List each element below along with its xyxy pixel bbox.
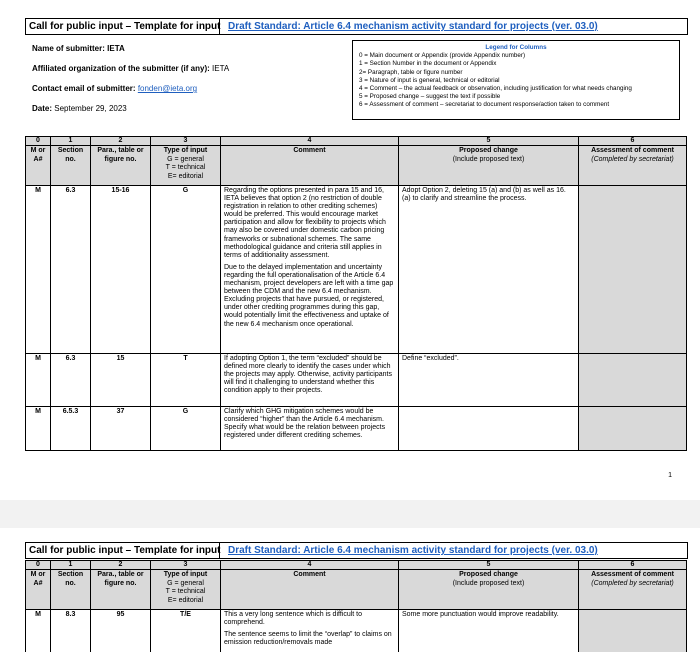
column-header-row — [26, 146, 687, 186]
table-row: M 6.3 15-16 G Regarding the options presented in para 15 and 16, IETA believes that option 2 (no restriction of double registration in relation to other crediting schemes) would be preferred. This would encourage market participation and allow for flexibility to projects which may also be covered under domestic carbon pricing frameworks or subnational schemes. The same methodological guidance and criteria still applies in terms of additionality assessment. Due to the delayed implementation and uncertainty regarding the full operationalisation of the Article 6.4 mechanism, project developers are left with a time gap between the CDM and the new 6.4 mechanism. Excluding projects that have pursued, or registered, under other crediting programmes during this gap, would potentially limit the effectiveness and uptake of the new 6.4 mechanism once operational. Adopt Option 2, deleting 15 (a) and (b) as well as 16. (a) to clarify and streamline the process. — [26, 186, 687, 354]
submitter-info — [32, 44, 229, 124]
page-number: 1 — [668, 472, 672, 479]
legend-box — [352, 40, 680, 120]
submitter-name-line: Name of submitter: IETA — [32, 44, 125, 53]
legend-item: 5 = Proposed change – suggest the text if possible — [359, 93, 501, 101]
header-type: Type of input G = general T = technical E= editorial — [151, 570, 221, 610]
header-section: Section no. — [51, 570, 91, 610]
assessment-cell — [579, 407, 687, 451]
header-type: Type of input G = general T = technical E= editorial — [151, 146, 221, 186]
column-header-row — [26, 570, 687, 610]
comment-cell[interactable]: Regarding the options presented in para 15 and 16, IETA believes that option 2 (no restriction of double registration in relation to other crediting schemes) would be preferred. This would encourage market participation and allow for flexibility to projects which may also be covered under domestic carbon pricing frameworks or subnational schemes. The same methodological guidance and criteria still applies in terms of additionality assessment. Due to the delayed implementation and uncertainty regarding the full operationalisation of the Article 6.4 mechanism, project developers are left with a time gap between the CDM and the new 6.4 mechanism. Excluding projects that have pursued, or registered, under other crediting programmes during this gap, would potentially limit the effectiveness and uptake of the new 6.4 mechanism once operational. — [221, 186, 399, 354]
header-assessment: Assessment of comment (Completed by secretariat) — [579, 146, 687, 186]
header-para: Para., table or figure no. — [91, 146, 151, 186]
header-m-or-a: M or A# — [26, 146, 51, 186]
submitter-org-line: Affiliated organization of the submitter (if any): IETA — [32, 64, 230, 73]
legend-title: Legend for Columns — [485, 44, 547, 51]
assessment-cell — [579, 354, 687, 407]
header-assessment: Assessment of comment (Completed by secretariat) — [579, 570, 687, 610]
proposed-cell[interactable]: Define “excluded”. — [399, 354, 579, 407]
header-section: Section no. — [51, 146, 91, 186]
legend-item: 0 = Main document or Appendix (provide Appendix number) — [359, 52, 526, 60]
standard-link[interactable]: Draft Standard: Article 6.4 mechanism activity standard for projects (ver. 03.0) — [228, 545, 598, 556]
proposed-cell[interactable] — [399, 407, 579, 451]
legend-item: 2= Paragraph, table or figure number — [359, 68, 463, 76]
submitter-date-line: Date: September 29, 2023 — [32, 104, 127, 113]
legend-item: 3 = Nature of input is general, technical or editorial — [359, 76, 500, 84]
template-title: Call for public input – Template for input — [26, 19, 220, 34]
submitter-email-line: Contact email of submitter: fonden@ieta.org — [32, 84, 198, 93]
table-row: M 6.5.3 37 G Clarify which GHG mitigation schemes would be considered “higher” than the Article 6.4 mechanism. Specify what would be the relation between projects registered under different crediting schemes. — [26, 407, 687, 451]
header-para: Para., table or figure no. — [91, 570, 151, 610]
proposed-cell[interactable]: Some more punctuation would improve readability. — [399, 610, 579, 652]
page-header — [25, 542, 688, 559]
comments-table — [25, 136, 687, 451]
header-comment: Comment — [221, 146, 399, 186]
legend-item: 6 = Assessment of comment – secretariat to document response/action taken to comment — [359, 101, 610, 109]
page-2 — [0, 528, 700, 652]
page-header — [25, 18, 688, 35]
template-title: Call for public input – Template for input — [26, 543, 220, 558]
comment-cell[interactable]: Clarify which GHG mitigation schemes would be considered “higher” than the Article 6.4 mechanism. Specify what would be the relation between projects registered under different crediting schemes. — [221, 407, 399, 451]
header-proposed: Proposed change (Include proposed text) — [399, 570, 579, 610]
legend-item: 1 = Section Number in the document or Appendix — [359, 60, 497, 68]
comment-cell[interactable]: If adopting Option 1, the term “excluded” should be defined more clearly to identify the cases under which the projects may apply. Otherwise, activity participants will find it challenging to understand whether this condition apply to their projects. — [221, 354, 399, 407]
comments-table — [25, 560, 687, 652]
assessment-cell — [579, 186, 687, 354]
assessment-cell — [579, 610, 687, 652]
header-m-or-a: M or A# — [26, 570, 51, 610]
standard-link[interactable]: Draft Standard: Article 6.4 mechanism activity standard for projects (ver. 03.0) — [228, 21, 598, 32]
header-proposed: Proposed change (Include proposed text) — [399, 146, 579, 186]
legend-item: 4 = Comment – the actual feedback or observation, including justification for what needs changing — [359, 85, 632, 93]
header-comment: Comment — [221, 570, 399, 610]
column-number-row: 0 1 2 3 4 5 6 — [26, 137, 687, 146]
table-row: M 8.3 95 T/E This a very long sentence which is difficult to comprehend. The sentence seems to limit the “overlap” to claims on emission reduction/removals made Some more punctuation would improve readability. — [26, 610, 687, 652]
email-link[interactable]: fonden@ieta.org — [137, 84, 198, 93]
table-row: M 6.3 15 T If adopting Option 1, the term “excluded” should be defined more clearly to identify the cases under which the projects may apply. Otherwise, activity participants will find it challenging to understand whether this condition apply to their projects. Define “excluded”. — [26, 354, 687, 407]
proposed-cell[interactable]: Adopt Option 2, deleting 15 (a) and (b) as well as 16. (a) to clarify and streamline the process. — [399, 186, 579, 354]
column-number-row: 0 1 2 3 4 5 6 — [26, 561, 687, 570]
comment-cell[interactable]: This a very long sentence which is difficult to comprehend. The sentence seems to limit the “overlap” to claims on emission reduction/removals made — [221, 610, 399, 652]
